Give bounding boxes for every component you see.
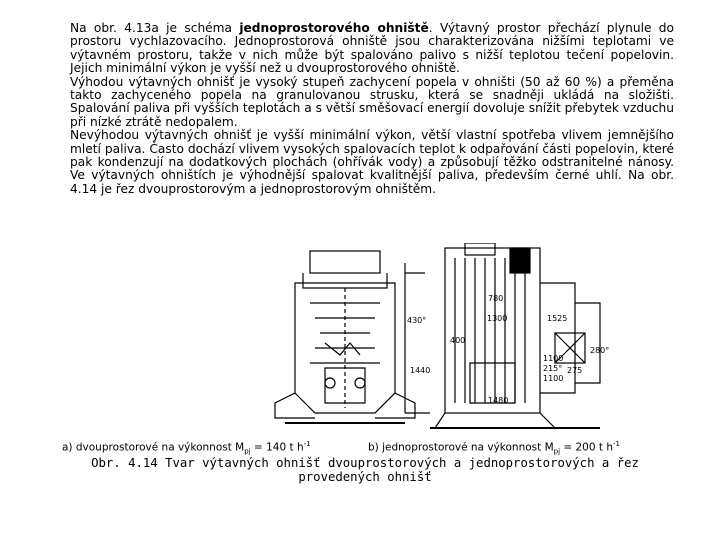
figure-caption: Obr. 4.14 Tvar výtavných ohnišť dvouprostorových a jednoprostorových a řez provedených ohnišť xyxy=(91,456,639,484)
caption-b-text: b) jednoprostorové na výkonnost M xyxy=(368,441,554,454)
paragraph-1-text-end: . Výtavný prostor přechází plynule do prostoru vychlazovacího. Jednoprostorová ohniště jsou charakterizována nižšími teplotami ve výtavném prostoru, takže v nich může být spalováno palivo s nižší teplotou tečení popelovin. Jejich minimální výkon je vyšší než u dvouprostorového ohniště. xyxy=(70,21,674,76)
body-text xyxy=(70,22,674,196)
caption-a xyxy=(62,440,311,456)
dimension-label: 400 xyxy=(450,336,466,345)
dimension-label: 1440 xyxy=(410,366,431,375)
dimension-label: 275 xyxy=(567,366,583,375)
paragraph-2 xyxy=(70,76,674,130)
dimension-label: 1300 xyxy=(487,314,508,323)
dimension-label: 280° xyxy=(590,346,610,355)
paragraph-1-bold-term: jednoprostorového ohniště xyxy=(239,21,429,35)
dimension-label: 1100 xyxy=(543,354,564,363)
paragraph-3-text: Nevýhodou výtavných ohnišť je vyšší minimální výkon, větší vlastní spotřeba vlivem jemnějšího mletí paliva. Často dochází vlivem vysokých spalovacích teplot k odpařování části popelovin, které pak kondenzují na dodatkových plochách (ohřívák vody) a způsobují těžko odstranitelné nánosy. Ve výtavných ohništích je výhodnější spalovat kvalitnější paliva, především černé uhlí. Na obr. 4.14 je řez dvouprostorovým a jednoprostorovým ohništěm. xyxy=(70,128,674,196)
caption-a-subscript: pj xyxy=(244,447,251,456)
dimension-label: 215° xyxy=(543,364,563,373)
paragraph-1 xyxy=(70,22,674,76)
caption-b-subscript: pj xyxy=(553,447,561,456)
caption-a-superscript: -1 xyxy=(303,440,311,448)
boiler-furnace-drawing xyxy=(255,243,625,435)
caption-b-superscript: -1 xyxy=(613,440,620,448)
dimension-label: 780 xyxy=(488,294,504,303)
dimension-label: 1525 xyxy=(547,314,568,323)
caption-b xyxy=(368,440,620,456)
dimension-label: 1480 xyxy=(488,396,509,405)
dimension-label: 430° xyxy=(407,316,427,325)
dimension-label: 1100 xyxy=(543,374,564,383)
furnace-a-drawing xyxy=(275,251,415,423)
paragraph-1-text: Na obr. 4.13a je schéma xyxy=(70,21,240,35)
caption-b-value: = 200 t h xyxy=(560,441,613,454)
caption-a-value: = 140 t h xyxy=(250,441,304,454)
paragraph-3 xyxy=(70,129,674,196)
caption-a-text: a) dvouprostorové na výkonnost M xyxy=(62,441,245,454)
paragraph-2-text: Výhodou výtavných ohnišť je vysoký stupeň zachycení popela v ohništi (50 až 60 %) a přeměna takto zachyceného popela na granulovanou strusku, která se snadněji ukládá na složišti. Spalování paliva při vyšších teplotách a s větší směšovací energií dovoluje snížit přebytek vzduchu při nízké ztrátě nedopalem. xyxy=(70,74,674,129)
